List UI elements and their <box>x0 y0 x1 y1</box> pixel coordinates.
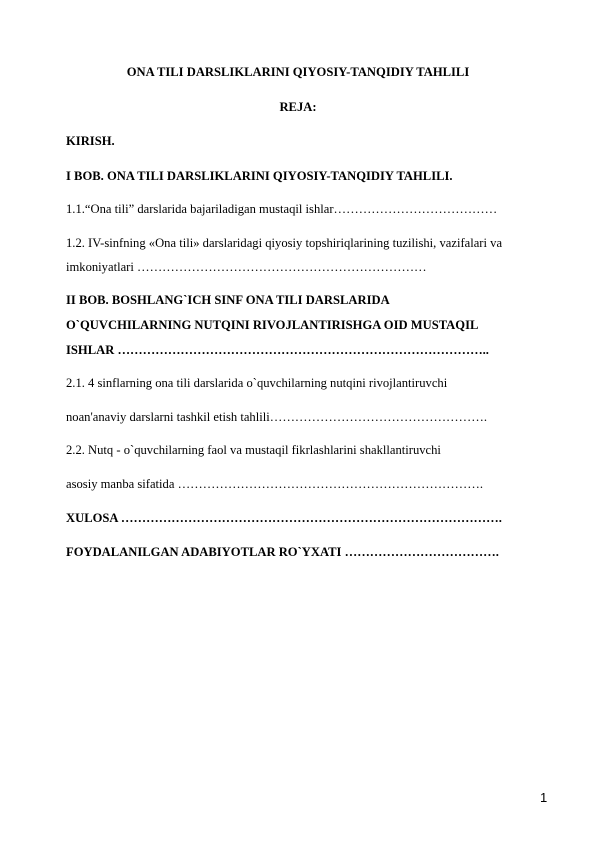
page-number: 1 <box>540 790 548 805</box>
toc-section-2-1-line1: 2.1. 4 sinflarning ona tili darslarida o`quvchilarning nutqini rivojlantiruvchi <box>66 376 448 390</box>
toc-chapter-2-title-line2: O`QUVCHILARNING NUTQINI RIVOJLANTIRISHGA OID MUSTAQIL <box>66 318 479 332</box>
toc-section-1-2-line2: imkoniyatlari …………………………………………………………… <box>66 260 427 274</box>
toc-section-2-2-line1: 2.2. Nutq - o`quvchilarning faol va mustaqil fikrlashlarini shakllantiruvchi <box>66 443 441 457</box>
toc-references: FOYDALANILGAN ADABIYOTLAR RO`YXATI ………………………………. <box>66 545 499 559</box>
toc-chapter-2-title-line3: ISHLAR …………………………………………………………………………….. <box>66 343 489 357</box>
toc-section-1-2-line1: 1.2. IV-sinfning «Ona tili» darslaridagi qiyosiy topshiriqlarining tuzilishi, vazifalari va <box>66 236 503 250</box>
toc-section-1-1: 1.1.“Ona tili” darslarida bajariladigan mustaqil ishlar………………………………… <box>66 202 498 216</box>
toc-section-2-2-line2: asosiy manba sifatida ………………………………………………………………. <box>66 477 483 491</box>
document-title: ONA TILI DARSLIKLARINI QIYOSIY-TANQIDIY TAHLILI <box>126 65 470 79</box>
toc-conclusion: XULOSA ………………………………………………………………………………. <box>66 511 502 525</box>
plan-heading: REJA: <box>279 100 317 114</box>
toc-chapter-2-title-line1: II BOB. BOSHLANG`ICH SINF ONA TILI DARSLARIDA <box>66 293 390 307</box>
toc-chapter-1-title: I BOB. ONA TILI DARSLIKLARINI QIYOSIY-TANQIDIY TAHLILI. <box>66 169 453 183</box>
toc-intro: KIRISH. <box>66 134 115 148</box>
toc-section-2-1-line2: noan'anaviy darslarni tashkil etish tahlili……………………………………………. <box>66 410 487 424</box>
